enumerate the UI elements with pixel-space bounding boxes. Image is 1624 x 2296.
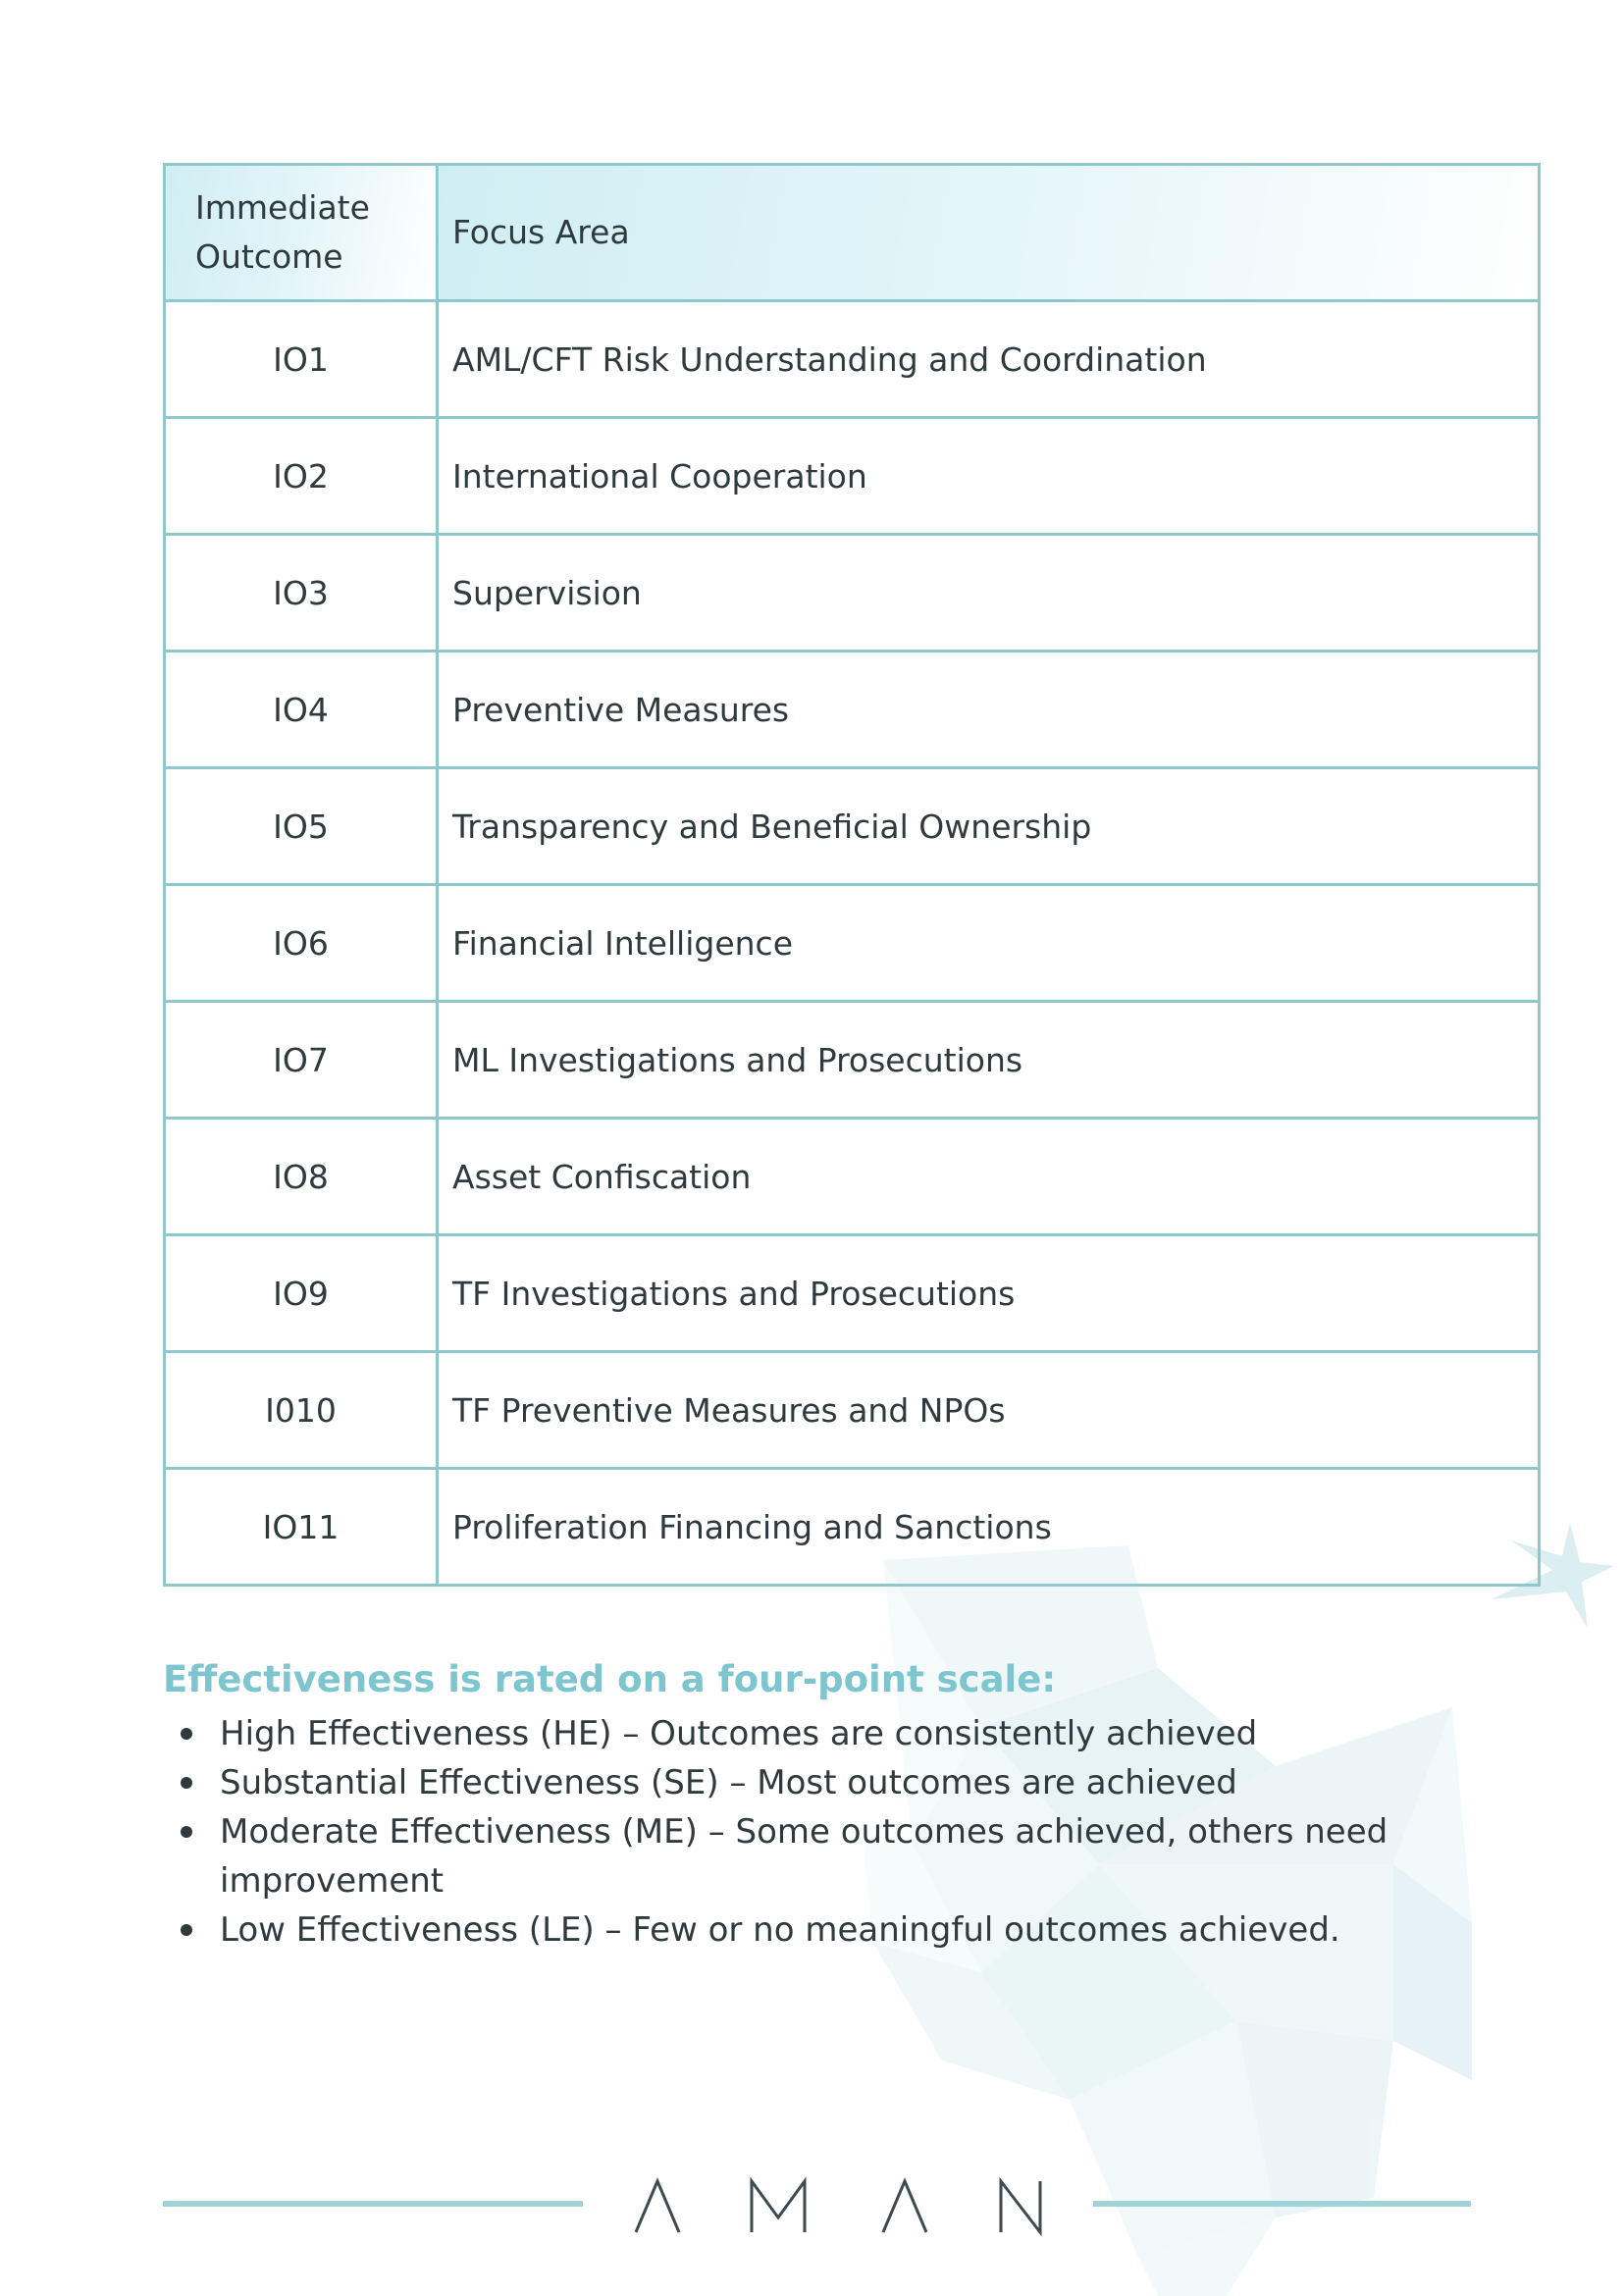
focus-area: Supervision bbox=[438, 535, 1540, 652]
header-immediate-outcome: Immediate Outcome bbox=[165, 165, 438, 301]
table-row bbox=[165, 1469, 1540, 1586]
scale-item-text: Low Effectiveness (LE) – Few or no meaningful outcomes achieved. bbox=[220, 1910, 1340, 1950]
table-row bbox=[165, 1119, 1540, 1235]
focus-area: Proliferation Financing and Sanctions bbox=[438, 1469, 1540, 1586]
focus-area: TF Investigations and Prosecutions bbox=[438, 1235, 1540, 1352]
list-item bbox=[163, 1758, 1409, 1807]
scale-item-text: Moderate Effectiveness (ME) – Some outcomes achieved, others need improvement bbox=[220, 1812, 1388, 1901]
focus-area: Transparency and Beneficial Ownership bbox=[438, 768, 1540, 885]
list-item bbox=[163, 1905, 1409, 1955]
outcome-code: IO7 bbox=[165, 1002, 438, 1119]
footer-divider-left bbox=[163, 2201, 583, 2207]
table-row bbox=[165, 885, 1540, 1002]
bullet-icon bbox=[181, 1777, 192, 1789]
list-item bbox=[163, 1709, 1409, 1758]
outcome-code: IO9 bbox=[165, 1235, 438, 1352]
table-row bbox=[165, 1002, 1540, 1119]
focus-area: TF Preventive Measures and NPOs bbox=[438, 1352, 1540, 1469]
focus-area: Asset Confiscation bbox=[438, 1119, 1540, 1235]
outcome-code: IO6 bbox=[165, 885, 438, 1002]
outcome-code: IO3 bbox=[165, 535, 438, 652]
effectiveness-scale-list bbox=[163, 1709, 1409, 1955]
outcome-code: IO4 bbox=[165, 652, 438, 768]
outcome-code: I010 bbox=[165, 1352, 438, 1469]
focus-area: International Cooperation bbox=[438, 418, 1540, 535]
footer-divider-right bbox=[1093, 2201, 1471, 2207]
bullet-icon bbox=[181, 1826, 192, 1838]
table-row bbox=[165, 652, 1540, 768]
focus-area: Preventive Measures bbox=[438, 652, 1540, 768]
focus-area: AML/CFT Risk Understanding and Coordination bbox=[438, 301, 1540, 418]
table-row bbox=[165, 768, 1540, 885]
table-row bbox=[165, 301, 1540, 418]
aman-logo bbox=[628, 2173, 1050, 2242]
scale-heading: Effectiveness is rated on a four-point scale: bbox=[163, 1658, 1057, 1700]
bullet-icon bbox=[181, 1924, 192, 1936]
focus-area: Financial Intelligence bbox=[438, 885, 1540, 1002]
outcome-code: IO1 bbox=[165, 301, 438, 418]
table-row bbox=[165, 535, 1540, 652]
scale-item-text: High Effectiveness (HE) – Outcomes are consistently achieved bbox=[220, 1714, 1258, 1753]
table-header-row bbox=[165, 165, 1540, 301]
list-item bbox=[163, 1807, 1409, 1905]
table-row bbox=[165, 1352, 1540, 1469]
scale-item-text: Substantial Effectiveness (SE) – Most outcomes are achieved bbox=[220, 1763, 1237, 1802]
table-row bbox=[165, 418, 1540, 535]
focus-area: ML Investigations and Prosecutions bbox=[438, 1002, 1540, 1119]
outcome-code: IO2 bbox=[165, 418, 438, 535]
outcome-code: IO5 bbox=[165, 768, 438, 885]
outcome-code: IO11 bbox=[165, 1469, 438, 1586]
table-row bbox=[165, 1235, 1540, 1352]
header-focus-area: Focus Area bbox=[438, 165, 1540, 301]
bullet-icon bbox=[181, 1728, 192, 1740]
immediate-outcomes-table bbox=[163, 163, 1541, 1587]
outcome-code: IO8 bbox=[165, 1119, 438, 1235]
